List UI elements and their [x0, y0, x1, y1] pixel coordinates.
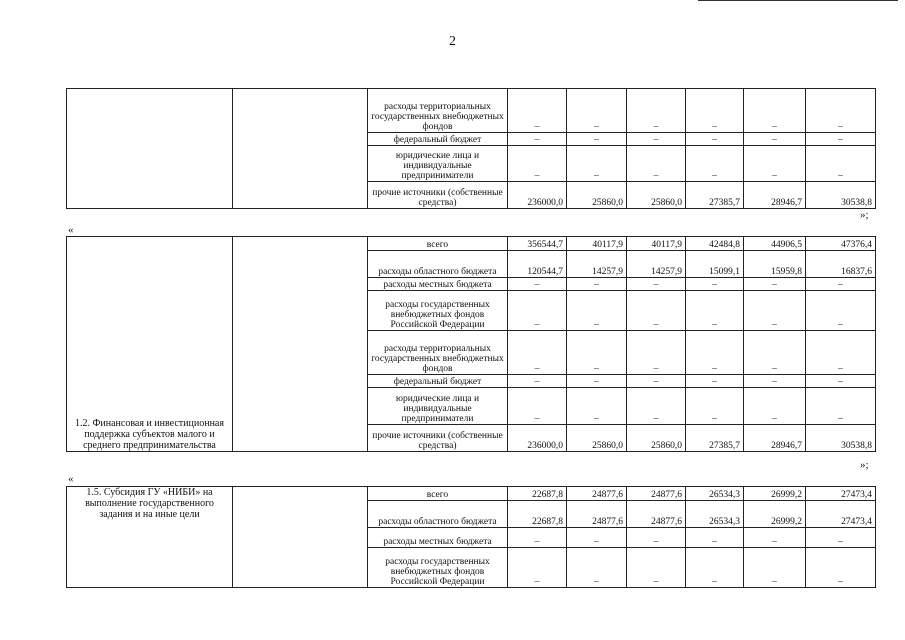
amount-cell: –	[744, 278, 806, 291]
funding-source: расходы местных бюджета	[368, 528, 508, 548]
amount-cell: –	[806, 133, 876, 146]
amount-cell: 28946,7	[744, 425, 806, 452]
amount-cell: –	[744, 89, 806, 133]
amount-cell: –	[627, 528, 686, 548]
amount-cell: –	[806, 278, 876, 291]
amount-cell: –	[567, 331, 627, 375]
funding-source: расходы местных бюджета	[368, 278, 508, 291]
program-item-name: 1.2. Финансовая и инвестиционная поддержка субъектов малого и среднего предпринимательства	[67, 237, 233, 452]
amount-cell: –	[686, 291, 744, 331]
amount-cell: –	[508, 375, 567, 388]
page-number: 2	[449, 34, 456, 49]
amount-cell: 27385,7	[686, 182, 744, 209]
amount-cell: –	[508, 548, 567, 588]
amount-cell: –	[744, 331, 806, 375]
amount-cell: –	[806, 331, 876, 375]
amount-cell: –	[744, 146, 806, 182]
amount-cell: 24877,6	[567, 501, 627, 528]
amount-cell: 16837,6	[806, 251, 876, 278]
amount-cell: –	[686, 528, 744, 548]
amount-cell: –	[627, 548, 686, 588]
quote-open-marker: «	[68, 224, 74, 236]
amount-cell: –	[744, 528, 806, 548]
funding-source: прочие источники (собственные средства)	[368, 182, 508, 209]
funding-source: расходы областного бюджета	[368, 251, 508, 278]
program-item-name	[67, 89, 233, 209]
amount-cell: –	[627, 146, 686, 182]
amount-cell: –	[508, 133, 567, 146]
amount-cell: 40117,9	[627, 237, 686, 251]
amount-cell: –	[744, 133, 806, 146]
quote-close-marker: »;	[860, 459, 869, 471]
amount-cell: –	[508, 528, 567, 548]
amount-cell: 24877,6	[627, 501, 686, 528]
funding-source: расходы государственных внебюджетных фондов Российской Федерации	[368, 548, 508, 588]
funding-source: юридические лица и индивидуальные предприниматели	[368, 388, 508, 425]
amount-cell: –	[627, 133, 686, 146]
funding-source: расходы областного бюджета	[368, 501, 508, 528]
amount-cell: 47376,4	[806, 237, 876, 251]
funding-source: всего	[368, 487, 508, 501]
amount-cell: 30538,8	[806, 425, 876, 452]
budget-table-item-1-5	[66, 486, 876, 588]
executor-cell	[233, 89, 368, 209]
amount-cell: 120544,7	[508, 251, 567, 278]
amount-cell: –	[744, 548, 806, 588]
amount-cell: –	[806, 375, 876, 388]
amount-cell: 25860,0	[567, 425, 627, 452]
table-row	[67, 89, 876, 133]
executor-cell	[233, 237, 368, 452]
amount-cell: –	[686, 89, 744, 133]
amount-cell: 27473,4	[806, 487, 876, 501]
amount-cell: 14257,9	[567, 251, 627, 278]
funding-source: расходы территориальных государственных внебюджетных фондов	[368, 331, 508, 375]
amount-cell: –	[508, 89, 567, 133]
amount-cell: 44906,5	[744, 237, 806, 251]
amount-cell: 42484,8	[686, 237, 744, 251]
amount-cell: –	[686, 331, 744, 375]
amount-cell: –	[686, 375, 744, 388]
header-rule	[698, 0, 898, 1]
amount-cell: 26534,3	[686, 501, 744, 528]
amount-cell: –	[744, 375, 806, 388]
amount-cell: –	[627, 388, 686, 425]
amount-cell: –	[508, 146, 567, 182]
amount-cell: 236000,0	[508, 182, 567, 209]
amount-cell: 25860,0	[627, 182, 686, 209]
amount-cell: –	[744, 388, 806, 425]
amount-cell: –	[686, 548, 744, 588]
funding-source: прочие источники (собственные средства)	[368, 425, 508, 452]
amount-cell: –	[686, 133, 744, 146]
amount-cell: –	[686, 278, 744, 291]
funding-source: юридические лица и индивидуальные предприниматели	[368, 146, 508, 182]
amount-cell: –	[508, 291, 567, 331]
amount-cell: 22687,8	[508, 501, 567, 528]
funding-source: федеральный бюджет	[368, 133, 508, 146]
amount-cell: 22687,8	[508, 487, 567, 501]
amount-cell: –	[806, 528, 876, 548]
amount-cell: –	[508, 388, 567, 425]
amount-cell: –	[567, 528, 627, 548]
amount-cell: 25860,0	[567, 182, 627, 209]
funding-source: всего	[368, 237, 508, 251]
amount-cell: –	[744, 291, 806, 331]
amount-cell: –	[567, 278, 627, 291]
executor-cell	[233, 487, 368, 588]
amount-cell: –	[567, 89, 627, 133]
amount-cell: 26999,2	[744, 501, 806, 528]
amount-cell: 30538,8	[806, 182, 876, 209]
table-row	[67, 487, 876, 501]
amount-cell: 15959,8	[744, 251, 806, 278]
amount-cell: 26534,3	[686, 487, 744, 501]
amount-cell: 236000,0	[508, 425, 567, 452]
amount-cell: –	[627, 89, 686, 133]
amount-cell: 24877,6	[567, 487, 627, 501]
program-item-name: 1.5. Субсидия ГУ «НИБИ» на выполнение государственного задания и на иные цели	[67, 487, 233, 588]
amount-cell: –	[567, 548, 627, 588]
budget-table-continued	[66, 88, 876, 209]
funding-source: расходы территориальных государственных внебюджетных фондов	[368, 89, 508, 133]
amount-cell: –	[806, 146, 876, 182]
amount-cell: –	[806, 548, 876, 588]
quote-close-marker: »;	[860, 209, 869, 221]
amount-cell: 24877,6	[627, 487, 686, 501]
amount-cell: –	[627, 331, 686, 375]
amount-cell: –	[806, 291, 876, 331]
amount-cell: –	[567, 133, 627, 146]
funding-source: федеральный бюджет	[368, 375, 508, 388]
amount-cell: –	[567, 146, 627, 182]
amount-cell: –	[806, 89, 876, 133]
amount-cell: 14257,9	[627, 251, 686, 278]
amount-cell: 27385,7	[686, 425, 744, 452]
amount-cell: –	[806, 388, 876, 425]
amount-cell: –	[686, 388, 744, 425]
amount-cell: 28946,7	[744, 182, 806, 209]
amount-cell: –	[686, 146, 744, 182]
amount-cell: –	[567, 375, 627, 388]
amount-cell: –	[508, 278, 567, 291]
amount-cell: 26999,2	[744, 487, 806, 501]
amount-cell: –	[627, 291, 686, 331]
amount-cell: 27473,4	[806, 501, 876, 528]
funding-source: расходы государственных внебюджетных фондов Российской Федерации	[368, 291, 508, 331]
amount-cell: 40117,9	[567, 237, 627, 251]
amount-cell: 25860,0	[627, 425, 686, 452]
quote-open-marker: «	[68, 473, 74, 485]
amount-cell: –	[508, 331, 567, 375]
amount-cell: –	[627, 278, 686, 291]
amount-cell: –	[567, 388, 627, 425]
amount-cell: –	[627, 375, 686, 388]
amount-cell: –	[567, 291, 627, 331]
amount-cell: 15099,1	[686, 251, 744, 278]
table-row	[67, 237, 876, 251]
budget-table-item-1-2	[66, 236, 876, 452]
amount-cell: 356544,7	[508, 237, 567, 251]
